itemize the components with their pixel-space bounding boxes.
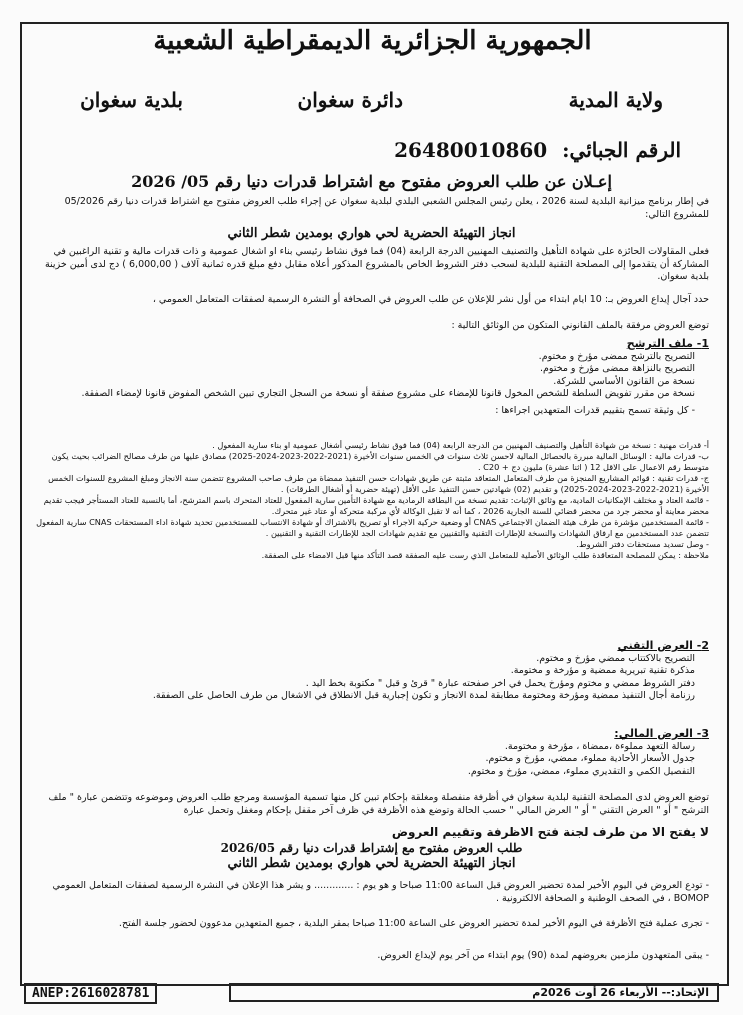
technical-section <box>34 640 709 703</box>
tax-number <box>394 138 681 162</box>
tax-number-label: الرقم الجبائي: <box>562 138 681 162</box>
list-item: التصريح بالترشح ممضى مؤرخ و مختوم. <box>538 350 695 362</box>
envelope-reference: طلب العروض مفتوح مع إشتراط قدرات دنيا رقم 2026/05 <box>220 841 523 855</box>
opening-paragraph: - تجرى عملية فتح الأظرفة في اليوم الأخير لمدة تحضير العروض على الساعة 11:00 صباحا بمقر البلدية ، جميع المتعهدين مدعوون لحضور جلسة الفتح. <box>118 918 709 929</box>
list-item: نسخة من القانون الأساسي للشركة. <box>553 375 695 387</box>
eligibility-paragraph: فعلى المقاولات الحائزة على شهادة التأهيل والتصنيف المهنيين الدرجة الرابعة (04) فما فوق نشاط رئيسي بناء او اشغال عمومية و ذات قدرات مالية و تقنية الراغبين في المشاركة أن يتقدموا إلى المصلحة التقنية للبلدية لسحب دفتر الشروط الخاص بالمشروع المذكور أعلاه مقابل دفع مبلغ قدره ثمانية آلاف ( 6,000,00 ) دج لدى أمين خزينة بلدية سغوان. <box>44 246 709 282</box>
announcement-title: إعـلان عن طلب العروض مفتوح مع اشتراط قدرات دنيا رقم 05/ 2026 <box>131 172 612 191</box>
capacity-line: ب- قدرات مالية : الوسائل المالية مبررة بالحصائل المالية لاحسن ثلاث سنوات في الخمس سنوات الأخيرة (2021-2022-2023-2024-2025) مصادق عليها من طرف مصالح الضرائب بحيث يكون متوسط رقم الاعمال على الاقل 12 ( اثنا عشرة) مليون دج + C20 . <box>51 451 709 472</box>
candidacy-heading: 1- ملف الترشح <box>626 337 709 350</box>
list-item: مذكرة تقنية تبريرية ممضية و مؤرخة و مختومة. <box>510 665 695 676</box>
list-item: التصريح بالنزاهة ممضى مؤرخ و مختوم. <box>540 363 695 374</box>
deadline-paragraph: حدد آجال إيداع العروض بـ: 10 ايام ابتداء من أول نشر للإعلان عن طلب العروض في الصحافة أو النشرة الرسمية لصفقات المتعامل العمومي ، <box>152 294 709 305</box>
wilaya-label: ولاية المدية <box>568 88 663 112</box>
list-item: - كل وثيقة تسمح بتقييم قدرات المتعهدين اجراءها : <box>495 404 695 416</box>
candidacy-section <box>34 338 709 417</box>
capacity-details <box>34 440 709 561</box>
daira-label: دائرة سغوان <box>297 88 403 112</box>
list-item: التفصيل الكمي و التقديري مملوء، ممضي، مؤرخ و مختوم. <box>467 765 695 777</box>
capacity-line: - وصل تسديد مستحقات دفتر الشروط. <box>576 539 709 549</box>
admin-subheads <box>40 88 703 118</box>
deposit-paragraph: - تودع العروض في اليوم الأخير لمدة تحضير العروض قبل الساعة 11:00 صباحا و هو يوم : ............. و يشر هذا الإعلان في النشرة الرسمية لصفقات المتعامل العمومي BOMOP ، في الصحف الوطنية و الصحافة الالكترونية . <box>52 880 709 904</box>
capacity-line: - قائمة العتاد و مختلف الإمكانيات المادية، مع وثائق الإثبات: تقديم نسخة من البطاقة الرمادية مع شهادة التأمين سارية المفعول للعتاد المتحرك باسم المترشح، أما بالنسبة للعتاد المستأجر فيجب تقديم محضر معاينة أو محضر جرد من محضر قضائي للسنة الجارية 2026 ، كما أنه لا تقبل الوكالة لأي مركبة متحركة أو عتاد غير متحرك. <box>43 495 709 516</box>
validity-paragraph: - يبقى المتعهدون ملزمين بعروضهم لمدة (90) يوم ابتداء من آخر يوم لإيداع العروض. <box>377 950 709 961</box>
envelope-line: لا يفتح الا من طرف لجنة فتح الاظرفة وتقييم العروض <box>391 825 709 839</box>
capacity-line: أ- قدرات مهنية : نسخة من شهادة التأهيل والتصنيف المهنيين من الدرجة الرابعة (04) فما فوق نشاط رئيسي أشغال عمومية او بناء سارية المفعول . <box>212 440 709 450</box>
republic-header: الجمهورية الجزائرية الديمقراطية الشعبية <box>153 26 592 56</box>
tax-number-value: 26480010860 <box>394 138 548 162</box>
list-item: دفتر الشروط ممضي و مختوم ومؤرخ يحمل في اخر صفحته عبارة " قرئ و قبل " مكتوبة بخط اليد . <box>305 677 695 689</box>
anep-reference: ANEP:2616028781 <box>24 983 157 1004</box>
baladia-label: بلدية سغوان <box>80 88 183 112</box>
list-item: نسخة من مقرر تفويض السلطة للشخص المخول قانونا للإمضاء على مشروع صفقة أو نسخة من السجل التجاري تبين الشخص المفوض قانونا لإمضاء الصفقة. <box>81 388 695 399</box>
list-item: جدول الأسعار الأحادية مملوء، ممضي، مؤرخ و مختوم. <box>485 753 695 764</box>
intro-paragraph: في إطار برنامج ميزانية البلدية لسنة 2026 ، يعلن رئيس المجلس الشعبي البلدي لبلدية سغوان عن إجراء طلب العروض مفتوح مع اشتراط قدرات دنيا رقم 05/2026 للمشروع التالي: <box>64 196 709 220</box>
submission-paragraph: توضع العروض لدى المصلحة التقنية لبلدية سغوان في أظرفة منفصلة ومغلقة بإحكام تبين كل منها تسمية المؤسسة ومرجع طلب العروض وموضوعه وتتضمن عبارة " ملف الترشح " أو " العرض التقني " أو " العرض المالي " حسب الحالة وتوضع هذه الأظرفة في ظرف آخر مقفل بإحكام ومغفل وتحمل عبارة <box>48 792 709 816</box>
capacity-line: ج- قدرات تقنية : قوائم المشاريع المنجزة من طرف المتعامل المتعاقد مثبتة عن طريق شهادات حسن التنفيذ ممضاة من طرف صاحب المشروع تتضمن سنة الانجاز ومبلغ المشروع للسنوات الخمس الأخيرة (2021-2022-2023-2024-2025) و تقديم (02) شهادتين حسن التنفيذ على الأقل (تهيئة حضرية أو أشغال الطرقات) . <box>48 473 709 494</box>
financial-heading: 3- العرض المالي: <box>614 727 709 740</box>
footer-bar <box>24 983 719 1005</box>
list-item: التصريح بالاكتتاب ممضي مؤرخ و مختوم. <box>536 652 695 664</box>
technical-heading: 2- العرض التقني <box>617 639 709 652</box>
publication-date: الإتحاد:-- الأربعاء 26 أوت 2026م <box>229 983 719 1002</box>
list-item: رسالة التعهد مملوءة ،ممضاة ، مؤرخة و مختومة. <box>504 740 695 752</box>
project-title: انجاز التهيئة الحضرية لحي هواري بومدين شطر الثاني <box>227 226 516 241</box>
envelope-project: انجاز التهيئة الحضرية لحي هواري بومدين شطر الثاني <box>227 856 516 871</box>
capacity-line: ملاحظة : يمكن للمصلحة المتعاقدة طلب الوثائق الأصلية للمتعامل الذي رست عليه الصفقة قصد التأكد منها قبل الامضاء على الصفقة. <box>261 550 709 560</box>
documents-intro: توضع العروض مرفقة بالملف القانوني المتكون من الوثائق التالية : <box>451 320 709 331</box>
financial-section <box>34 728 709 778</box>
list-item: رزنامة أجال التنفيذ ممضية ومؤرخة ومختومة مطابقة لمدة الانجاز و تكون إجبارية قبل الانطلاق في الاشغال من طرف الحاصل على الصفقة. <box>152 690 695 701</box>
capacity-line: - قائمة المستخدمين مؤشرة من طرف هيئة الضمان الاجتماعي CNAS أو وضعية حركية الاجراء أو تصريح بالاشتراك أو شهادة الانتساب للمستخدمين تحديد شهادة اداء المستحقات CNAS سارية المفعول تتضمن عدد المستخدمين مع ارفاق الشهادات والنسخة للإطارات التقنية والتقنيين مع تقديم شهادات الجد للإطارات التقنية و التقنيين . <box>36 517 709 538</box>
